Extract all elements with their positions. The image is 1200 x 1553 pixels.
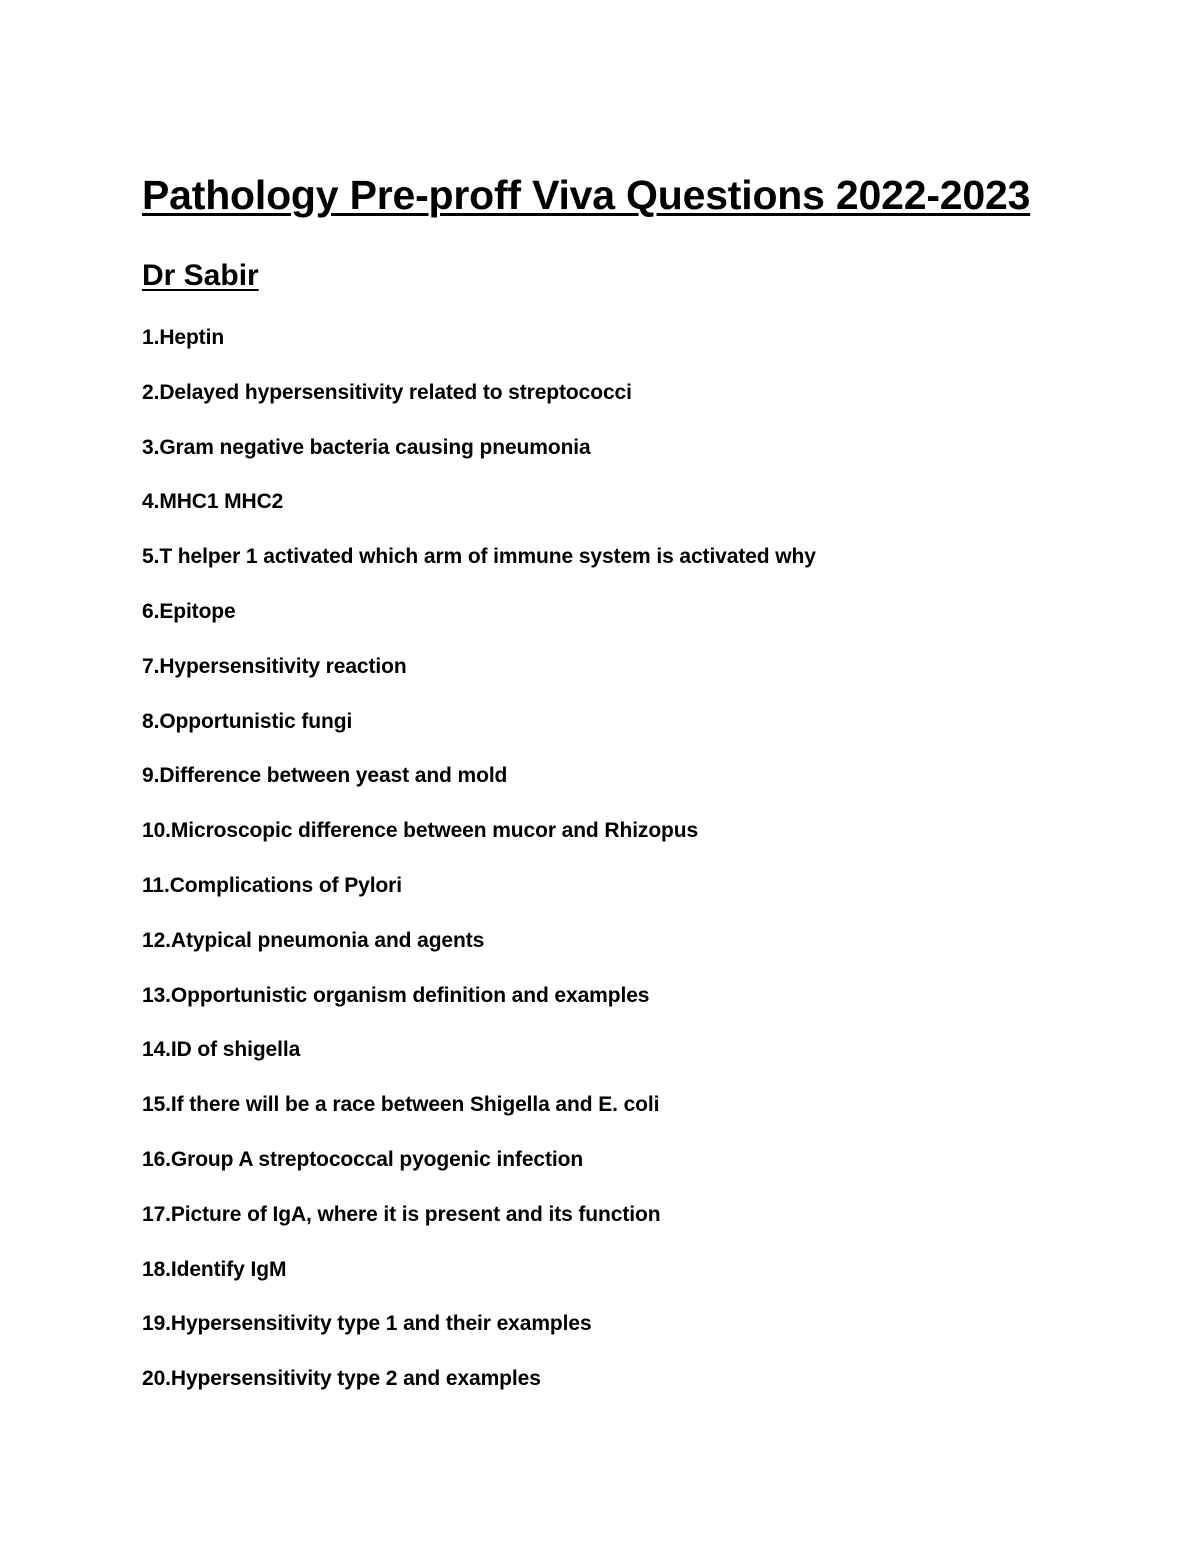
question-item: 13.Opportunistic organism definition and examples [142, 983, 650, 1007]
question-item: 11.Complications of Pylori [142, 873, 402, 897]
question-item: 10.Microscopic difference between mucor and Rhizopus [142, 819, 699, 843]
question-item: 9.Difference between yeast and mold [142, 764, 508, 788]
question-item: 7.Hypersensitivity reaction [142, 654, 407, 678]
question-item: 20.Hypersensitivity type 2 and examples [142, 1367, 541, 1391]
examiner-heading: Dr Sabir [142, 259, 259, 292]
question-item: 16.Group A streptococcal pyogenic infection [142, 1147, 584, 1171]
question-item: 3.Gram negative bacteria causing pneumonia [142, 435, 591, 459]
question-item: 2.Delayed hypersensitivity related to streptococci [142, 380, 632, 404]
question-item: 17.Picture of IgA, where it is present and its function [142, 1202, 661, 1226]
question-item: 5.T helper 1 activated which arm of immune system is activated why [142, 545, 816, 569]
question-item: 12.Atypical pneumonia and agents [142, 928, 485, 952]
question-item: 18.Identify IgM [142, 1257, 287, 1281]
question-item: 15.If there will be a race between Shigella and E. coli [142, 1093, 660, 1117]
question-item: 14.ID of shigella [142, 1038, 301, 1062]
question-item: 8.Opportunistic fungi [142, 709, 353, 733]
question-item: 19.Hypersensitivity type 1 and their examples [142, 1312, 592, 1336]
page-title: Pathology Pre-proff Viva Questions 2022-2023 [142, 172, 1031, 218]
question-item: 1.Heptin [142, 326, 225, 349]
question-item: 4.MHC1 MHC2 [142, 490, 284, 514]
question-item: 6.Epitope [142, 599, 236, 623]
question-list [142, 323, 816, 1419]
